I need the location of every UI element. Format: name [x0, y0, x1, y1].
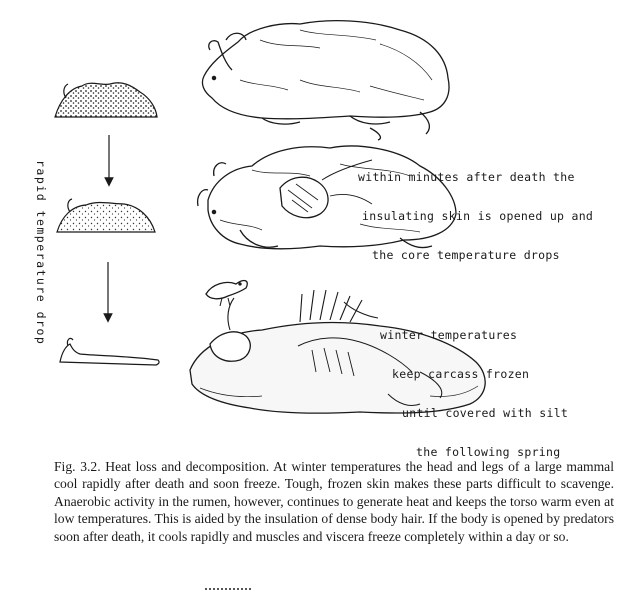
- page-footer-mark: [205, 588, 251, 594]
- bison-intact-drawing: [202, 21, 449, 140]
- temperature-blob-3: [60, 338, 159, 365]
- annotation-stage3-line: until covered with silt: [402, 406, 569, 420]
- temperature-blob-2: [57, 199, 155, 232]
- annotation-stage3-line: keep carcass frozen: [392, 367, 530, 381]
- rapid-temperature-drop-label: rapid temperature drop: [34, 160, 48, 346]
- annotation-stage2-line: insulating skin is opened up and: [362, 209, 594, 223]
- figure-caption: Fig. 3.2. Heat loss and decomposition. At winter temperatures the head and legs of a large mammal cool rapidly after death and soon freeze. Tough, frozen skin makes these parts difficult to scavenge. Anaerobic activity in the rumen, however, continues to generate heat and keeps the torso warm even at low temperatures. This is aided by the insulation of dense body hair. If the body is opened by predators soon after death, it cools rapidly and muscles and viscera freeze completely within a day or so.: [54, 459, 614, 544]
- annotation-stage2-line: the core temperature drops: [372, 248, 560, 262]
- temperature-blob-1: [55, 83, 157, 117]
- annotation-stage3-line: the following spring: [416, 445, 561, 459]
- annotation-stage2-line: within minutes after death the: [358, 170, 575, 184]
- annotation-stage2: [358, 145, 593, 288]
- annotation-stage3-line: winter temperatures: [380, 328, 518, 342]
